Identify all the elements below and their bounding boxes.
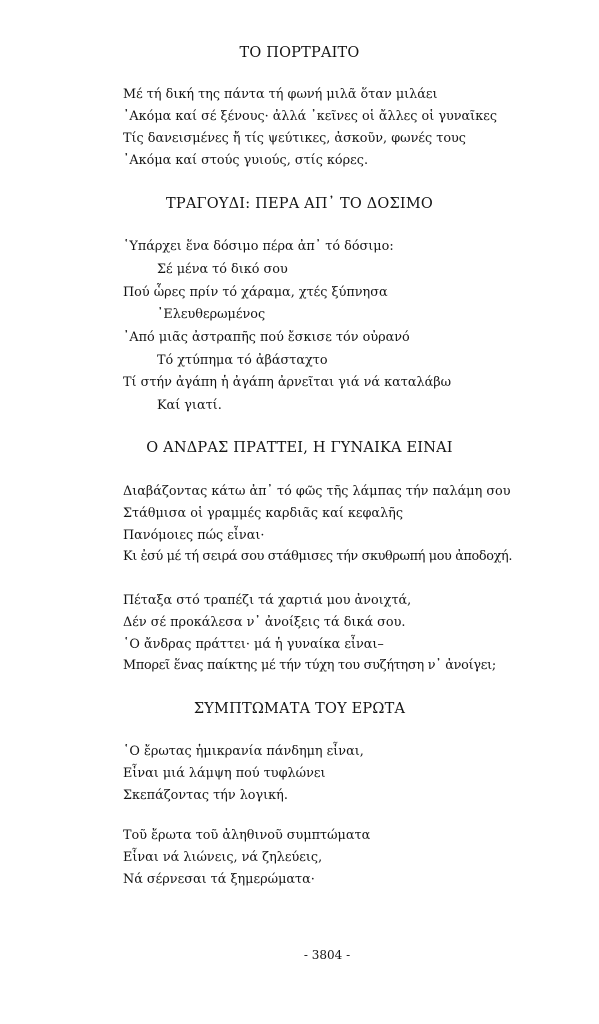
poem-line: ῾Ο ἔρωτας ἡμικρανία πάνδημη εἶναι, [123, 744, 364, 759]
poem-line: Νά σέρνεσαι τά ξημερώματα· [123, 872, 315, 887]
poem-line: Μπορεῖ ἕνας παίκτης μέ τήν τύχη του συζήτηση ν᾿ ἀνοίγει; [123, 658, 496, 673]
poem-line: Διαβάζοντας κάτω ἀπ᾿ τό φῶς τῆς λάμπας τήν παλάμη σου [123, 484, 511, 499]
poem-line: Τίς δανεισμένες ἤ τίς ψεύτικες, ἀσκοῦν, φωνές τους [123, 131, 466, 146]
poem-line: ᾿Από μιᾶς ἀστραπῆς πού ἔσκισε τόν οὐρανό [123, 330, 410, 345]
poem-title-man-woman: Ο ΑΝΔΡΑΣ ΠΡΑΤΤΕΙ, Η ΓΥΝΑΙΚΑ ΕΙΝΑΙ [146, 440, 453, 456]
poem-line: Μέ τή δική της πάντα τή φωνή μιλᾶ ὅταν μιλάει [123, 87, 438, 102]
poem-line: Πέταξα στό τραπέζι τά χαρτιά μου ἀνοιχτά, [123, 593, 412, 608]
poem-line: ῾Ο ἄνδρας πράττει· μά ἡ γυναίκα εἶναι– [123, 637, 384, 652]
poem-line: ᾿Ακόμα καί στούς γυιούς, στίς κόρες. [123, 153, 369, 168]
poem-line: Στάθμισα οἱ γραμμές καρδιᾶς καί κεφαλῆς [123, 506, 404, 521]
poem-line: Εἶναι νά λιώνεις, νά ζηλεύεις, [123, 850, 323, 865]
poem-line: Πανόμοιες πώς εἶναι· [123, 528, 265, 543]
poem-line: Τοῦ ἔρωτα τοῦ ἀληθινοῦ συμπτώματα [123, 828, 371, 843]
poem-line: Κι ἐσύ μέ τή σειρά σου στάθμισες τήν σκυθρωπή μου ἀποδοχή. [123, 549, 513, 564]
poem-line: Εἶναι μιά λάμψη πού τυφλώνει [123, 766, 326, 781]
poem-line: Πού ὧρες πρίν τό χάραμα, χτές ξύπνησα [123, 285, 388, 300]
poem-line: Σκεπάζοντας τήν λογική. [123, 788, 288, 803]
poem-line: ᾿Ακόμα καί σέ ξένους· ἀλλά ᾿κεῖνες οἱ ἄλλες οἱ γυναῖκες [123, 109, 497, 124]
poem-line: ᾿Ελευθερωμένος [157, 307, 266, 322]
poem-line: Τό χτύπημα τό ἀβάσταχτο [157, 353, 328, 368]
poem-line: Δέν σέ προκάλεσα ν᾿ ἀνοίξεις τά δικά σου. [123, 615, 406, 630]
poem-line: ῾Υπάρχει ἕνα δόσιμο πέρα ἀπ᾿ τό δόσιμο: [123, 239, 394, 254]
poem-line: Σέ μένα τό δικό σου [157, 262, 288, 277]
poem-title-portrait: ΤΟ ΠΟΡΤΡΑΙΤΟ [239, 45, 360, 61]
poem-title-symptoms: ΣΥΜΠΤΩΜΑΤΑ ΤΟΥ ΕΡΩΤΑ [193, 701, 406, 717]
poem-line: Καί γιατί. [157, 398, 222, 413]
page-number: - 3804 - [303, 948, 351, 962]
poem-title-song: ΤΡΑΓΟΥΔΙ: ΠΕΡΑ ΑΠ᾿ ΤΟ ΔΟΣΙΜΟ [166, 196, 433, 212]
poem-line: Τί στήν ἀγάπη ἡ ἀγάπη ἀρνεῖται γιά νά καταλάβω [123, 375, 452, 390]
